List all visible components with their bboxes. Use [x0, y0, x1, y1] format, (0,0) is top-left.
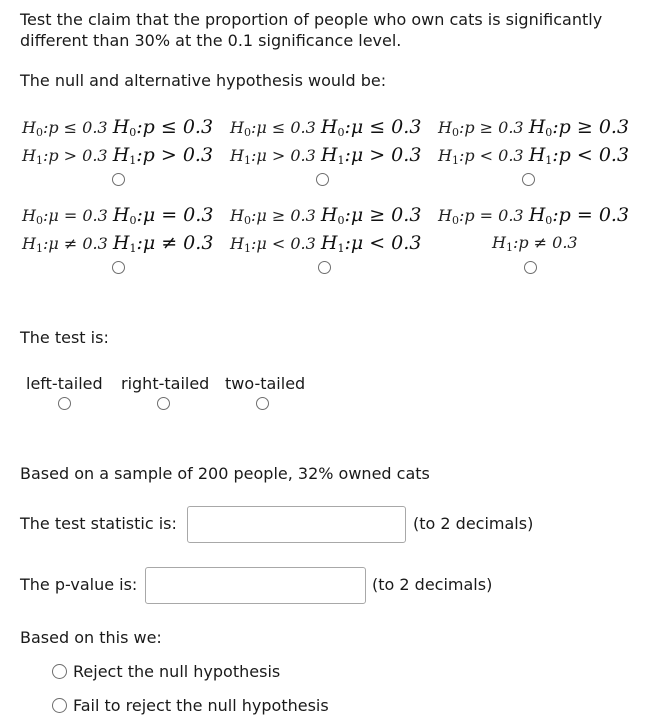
h0-big-sub: 0: [129, 214, 137, 227]
h0-big-sub: 0: [545, 126, 553, 139]
hypothesis-radio-5[interactable]: [318, 261, 331, 274]
hypothesis-radio-1[interactable]: [112, 173, 125, 186]
question-line-1: Test the claim that the proportion of people who own cats is significantly: [20, 10, 603, 29]
left-tailed-radio[interactable]: [58, 397, 71, 410]
h0-small-sub: 0: [35, 126, 43, 139]
h0-small-sub: 0: [243, 126, 251, 139]
h0-small-rest: :μ ≥ 0.3: [250, 206, 316, 225]
h1-big-symbol: H: [528, 144, 546, 166]
h1-small-rest: :p > 0.3: [42, 146, 108, 165]
h0-big-rest: :μ = 0.3: [136, 204, 214, 226]
h0-big-rest: :p = 0.3: [552, 204, 630, 226]
h1-big-sub: 1: [337, 242, 345, 255]
right-tailed-radio[interactable]: [157, 397, 170, 410]
h1-big-symbol: H: [320, 144, 338, 166]
h1-big-rest: :μ < 0.3: [344, 232, 422, 254]
h0-big-symbol: H: [112, 116, 130, 138]
p-value-label: The p-value is:: [20, 575, 138, 594]
h1-big-rest: :μ > 0.3: [344, 144, 422, 166]
fail-to-reject-radio[interactable]: [52, 698, 67, 713]
h0-small-symbol: H: [438, 118, 452, 137]
h1-big-symbol: H: [112, 144, 130, 166]
hypothesis-option-1: [22, 113, 213, 169]
h0-big-sub: 0: [337, 126, 345, 139]
hypothesis-radio-6[interactable]: [524, 261, 537, 274]
h1-small-sub: 1: [505, 241, 513, 254]
h0-big-symbol: H: [112, 204, 130, 226]
h1-big-sub: 1: [129, 242, 137, 255]
h0-small-rest: :p = 0.3: [458, 206, 524, 225]
h1-small-symbol: H: [230, 146, 244, 165]
h0-big-sub: 0: [545, 214, 553, 227]
h0-small-symbol: H: [230, 206, 244, 225]
hypothesis-option-4: [22, 201, 213, 257]
h0-small-sub: 0: [243, 214, 251, 227]
h1-big-rest: :μ ≠ 0.3: [136, 232, 214, 254]
decision-fail-to-reject[interactable]: [52, 696, 329, 715]
h0-small-sub: 0: [35, 214, 43, 227]
h0-small-sub: 0: [451, 126, 459, 139]
h1-big-rest: :p > 0.3: [136, 144, 214, 166]
hypothesis-option-2: [230, 113, 421, 169]
h1-small-symbol: H: [22, 146, 36, 165]
h1-small-rest: :p < 0.3: [458, 146, 524, 165]
h1-small-symbol: H: [492, 233, 506, 252]
hypothesis-option-3: [438, 113, 629, 169]
test-option-left-tailed: left-tailed: [26, 374, 103, 393]
h1-big-sub: 1: [129, 154, 137, 167]
question-line-2: different than 30% at the 0.1 significance level.: [20, 31, 402, 50]
h1-small-symbol: H: [22, 234, 36, 253]
h0-big-sub: 0: [129, 126, 137, 139]
h0-small-symbol: H: [22, 206, 36, 225]
h1-big-symbol: H: [112, 232, 130, 254]
hypotheses-prompt: The null and alternative hypothesis would be:: [20, 71, 387, 90]
hypothesis-option-6: [438, 201, 629, 257]
sample-text: Based on a sample of 200 people, 32% owned cats: [20, 464, 430, 483]
h0-small-symbol: H: [230, 118, 244, 137]
h1-small-sub: 1: [243, 242, 251, 255]
h1-small-rest: :μ > 0.3: [250, 146, 316, 165]
hypothesis-radio-2[interactable]: [316, 173, 329, 186]
h0-big-rest: :p ≤ 0.3: [136, 116, 214, 138]
hypothesis-radio-4[interactable]: [112, 261, 125, 274]
h1-small-symbol: H: [438, 146, 452, 165]
h1-small-rest: :μ ≠ 0.3: [42, 234, 108, 253]
h1-big-symbol: H: [320, 232, 338, 254]
h1-small-rest: :p ≠ 0.3: [512, 233, 578, 252]
h1-small-sub: 1: [35, 242, 43, 255]
h1-small-sub: 1: [451, 154, 459, 167]
h0-small-rest: :p ≥ 0.3: [458, 118, 524, 137]
h0-big-symbol: H: [528, 204, 546, 226]
h1-big-sub: 1: [337, 154, 345, 167]
h0-big-symbol: H: [320, 116, 338, 138]
reject-label: Reject the null hypothesis: [73, 662, 281, 681]
h1-small-rest: :μ < 0.3: [250, 234, 316, 253]
h1-small-sub: 1: [35, 154, 43, 167]
h0-small-symbol: H: [438, 206, 452, 225]
two-tailed-radio[interactable]: [256, 397, 269, 410]
h0-big-rest: :p ≥ 0.3: [552, 116, 630, 138]
decision-reject[interactable]: [52, 662, 280, 681]
test-option-two-tailed: two-tailed: [225, 374, 306, 393]
p-value-input[interactable]: [145, 567, 366, 604]
test-option-right-tailed: right-tailed: [121, 374, 210, 393]
test-prompt: The test is:: [20, 328, 109, 347]
h0-small-sub: 0: [451, 214, 459, 227]
decision-prompt: Based on this we:: [20, 628, 162, 647]
test-statistic-note: (to 2 decimals): [413, 514, 534, 533]
h0-big-sub: 0: [337, 214, 345, 227]
h1-big-rest: :p < 0.3: [552, 144, 630, 166]
p-value-note: (to 2 decimals): [372, 575, 493, 594]
h0-small-symbol: H: [22, 118, 36, 137]
test-statistic-input[interactable]: [187, 506, 406, 543]
h0-small-rest: :p ≤ 0.3: [42, 118, 108, 137]
h0-big-symbol: H: [528, 116, 546, 138]
h1-small-sub: 1: [243, 154, 251, 167]
h0-small-rest: :μ ≤ 0.3: [250, 118, 316, 137]
hypothesis-radio-3[interactable]: [522, 173, 535, 186]
h0-big-rest: :μ ≤ 0.3: [344, 116, 422, 138]
h0-small-rest: :μ = 0.3: [42, 206, 108, 225]
hypothesis-option-5: [230, 201, 421, 257]
h0-big-rest: :μ ≥ 0.3: [344, 204, 422, 226]
test-statistic-label: The test statistic is:: [20, 514, 177, 533]
reject-radio[interactable]: [52, 664, 67, 679]
h1-small-symbol: H: [230, 234, 244, 253]
h1-big-sub: 1: [545, 154, 553, 167]
fail-to-reject-label: Fail to reject the null hypothesis: [73, 696, 329, 715]
h0-big-symbol: H: [320, 204, 338, 226]
